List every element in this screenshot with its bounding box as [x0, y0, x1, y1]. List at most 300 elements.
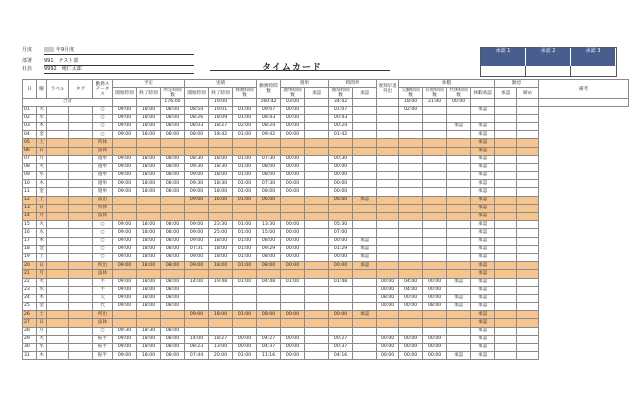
data-cell: [113, 204, 137, 212]
day-cell: 29: [23, 335, 37, 343]
data-cell: 00:00: [281, 262, 305, 270]
approval-stamp-2[interactable]: [526, 66, 571, 77]
subheader-cell: 有給時間数: [423, 88, 447, 99]
table-row[interactable]: [23, 106, 629, 114]
data-cell: 承認: [353, 196, 377, 204]
data-cell: 承認: [471, 278, 495, 286]
data-cell: 00:00: [281, 335, 305, 343]
table-row[interactable]: [23, 303, 629, 311]
data-cell: 07:30: [257, 180, 281, 188]
label-cell: [47, 303, 69, 311]
group-actual: 実績: [185, 80, 257, 88]
data-cell: 承認: [471, 122, 495, 130]
data-cell: [447, 188, 471, 196]
data-cell: 08:00: [257, 262, 281, 270]
tag-cell: [69, 294, 93, 302]
tag-cell: [69, 245, 93, 253]
data-cell: 01:00: [233, 163, 257, 171]
data-cell: 08:26: [185, 114, 209, 122]
table-row[interactable]: [23, 213, 629, 221]
data-cell: [209, 294, 233, 302]
data-cell: [495, 180, 517, 188]
data-cell: 承認: [471, 155, 495, 163]
weekday-cell: 金: [37, 131, 47, 139]
data-cell: [377, 253, 399, 261]
data-cell: [447, 253, 471, 261]
day-cell: 22: [23, 278, 37, 286]
data-cell: [423, 311, 447, 319]
data-cell: [257, 139, 281, 147]
approval-header-2: 承認 2: [526, 48, 571, 66]
label-cell: [47, 204, 69, 212]
data-cell: 09:30: [185, 180, 209, 188]
data-cell: 18:42: [209, 131, 233, 139]
data-cell: [495, 139, 517, 147]
data-cell: 00:00: [281, 237, 305, 245]
data-cell: [399, 163, 423, 171]
data-cell: [233, 286, 257, 294]
table-row[interactable]: [23, 319, 629, 327]
data-cell: [209, 319, 233, 327]
meta-employee: [22, 66, 194, 74]
label-cell: [47, 180, 69, 188]
page-title: タイムカード: [262, 63, 322, 73]
data-cell: 01:00: [233, 278, 257, 286]
data-cell: [495, 237, 517, 245]
data-cell: [233, 294, 257, 302]
remarks-cell: [517, 204, 539, 212]
data-cell: 承認: [471, 327, 495, 335]
data-cell: 承認: [447, 294, 471, 302]
day-cell: 12: [23, 196, 37, 204]
data-cell: [495, 327, 517, 335]
tag-cell: [69, 253, 93, 261]
redacted-block: [44, 47, 54, 52]
data-cell: 承認: [353, 253, 377, 261]
data-cell: 08:00: [161, 155, 185, 163]
table-row[interactable]: [23, 245, 629, 253]
table-row[interactable]: [23, 262, 629, 270]
data-cell: [399, 204, 423, 212]
data-cell: 09:00: [113, 294, 137, 302]
day-cell: 04: [23, 131, 37, 139]
day-cell: 03: [23, 122, 37, 130]
remarks-cell: [517, 229, 539, 237]
data-cell: 承認: [447, 278, 471, 286]
data-cell: 00:00: [233, 335, 257, 343]
tag-cell: [69, 147, 93, 155]
day-cell: 21: [23, 270, 37, 278]
status-cell: 法休: [93, 147, 113, 155]
data-cell: [329, 303, 353, 311]
table-row[interactable]: [23, 352, 629, 360]
approval-stamp-3[interactable]: [571, 66, 616, 77]
data-cell: 06:00: [329, 196, 353, 204]
data-cell: [305, 196, 329, 204]
data-cell: [377, 139, 399, 147]
data-cell: 09:42: [257, 131, 281, 139]
data-cell: [423, 131, 447, 139]
data-cell: [447, 270, 471, 278]
data-cell: 00:00: [281, 188, 305, 196]
data-cell: [209, 147, 233, 155]
data-cell: [257, 270, 281, 278]
data-cell: [377, 237, 399, 245]
data-cell: [161, 196, 185, 204]
data-cell: [329, 286, 353, 294]
label-cell: [47, 270, 69, 278]
data-cell: 00:00: [423, 294, 447, 302]
tag-cell: [69, 172, 93, 180]
data-cell: 08:00: [257, 237, 281, 245]
data-cell: [353, 122, 377, 130]
data-cell: [399, 122, 423, 130]
table-row[interactable]: [23, 204, 629, 212]
remarks-cell: [517, 196, 539, 204]
label-cell: [47, 229, 69, 237]
data-cell: 01:29: [329, 245, 353, 253]
tag-cell: [69, 286, 93, 294]
data-cell: [353, 278, 377, 286]
table-row[interactable]: [23, 131, 629, 139]
data-cell: 承認: [471, 172, 495, 180]
data-cell: [447, 139, 471, 147]
data-cell: [495, 213, 517, 221]
data-cell: 01:00: [233, 114, 257, 122]
data-cell: [495, 335, 517, 343]
day-cell: 31: [23, 352, 37, 360]
data-cell: 09:00: [113, 344, 137, 352]
data-cell: [329, 327, 353, 335]
data-cell: 07:30: [257, 155, 281, 163]
data-cell: 00:37: [329, 344, 353, 352]
data-cell: [377, 270, 399, 278]
table-row[interactable]: [23, 344, 629, 352]
subheader-cell: 終了時刻: [209, 88, 233, 99]
data-cell: 09:00: [185, 253, 209, 261]
label-cell: [47, 188, 69, 196]
title-underline: [210, 70, 390, 71]
data-cell: [377, 262, 399, 270]
data-cell: [447, 106, 471, 114]
label-cell: [47, 344, 69, 352]
data-cell: 09:00: [185, 172, 209, 180]
data-cell: [495, 286, 517, 294]
table-row[interactable]: [23, 221, 629, 229]
status-cell: 半: [93, 278, 113, 286]
day-cell: 10: [23, 180, 37, 188]
data-cell: [399, 237, 423, 245]
status-cell: 所休: [93, 204, 113, 212]
status-cell: 所出: [93, 311, 113, 319]
data-cell: [137, 147, 161, 155]
data-cell: [423, 122, 447, 130]
data-cell: 承認: [353, 245, 377, 253]
summary-leave-paid: 21:00: [423, 99, 447, 106]
data-cell: [305, 131, 329, 139]
data-cell: [305, 352, 329, 360]
label-cell: [47, 147, 69, 155]
data-cell: 00:00: [399, 352, 423, 360]
table-row[interactable]: [23, 114, 629, 122]
data-cell: [377, 213, 399, 221]
table-row[interactable]: [23, 335, 629, 343]
data-cell: [281, 319, 305, 327]
data-cell: [377, 319, 399, 327]
data-cell: [305, 188, 329, 196]
data-cell: [281, 327, 305, 335]
label-cell: [47, 139, 69, 147]
data-cell: 18:00: [209, 237, 233, 245]
data-cell: 09:00: [113, 221, 137, 229]
day-cell: 16: [23, 229, 37, 237]
data-cell: 00:00: [329, 311, 353, 319]
data-cell: [257, 303, 281, 311]
weekday-cell: 土: [37, 139, 47, 147]
tag-cell: [69, 180, 93, 188]
data-cell: [353, 106, 377, 114]
data-cell: 00:00: [399, 344, 423, 352]
data-cell: [305, 262, 329, 270]
data-cell: 06:00: [257, 196, 281, 204]
tag-cell: [69, 204, 93, 212]
table-row[interactable]: [23, 180, 629, 188]
data-cell: [161, 213, 185, 221]
summary-row: [23, 99, 629, 106]
weekday-cell: 土: [37, 311, 47, 319]
data-cell: [209, 303, 233, 311]
data-cell: [113, 270, 137, 278]
data-cell: [113, 147, 137, 155]
label-cell: [47, 155, 69, 163]
label-cell: [47, 114, 69, 122]
subheader-cell: 承認: [353, 88, 377, 99]
data-cell: [423, 319, 447, 327]
weekday-cell: 火: [37, 278, 47, 286]
data-cell: [495, 172, 517, 180]
data-cell: [399, 221, 423, 229]
data-cell: [353, 155, 377, 163]
weekday-cell: 金: [37, 245, 47, 253]
remarks-cell: [517, 122, 539, 130]
data-cell: [423, 163, 447, 171]
tag-cell: [69, 335, 93, 343]
subheader-cell: 締め: [517, 88, 539, 99]
data-cell: [161, 204, 185, 212]
data-cell: [423, 253, 447, 261]
data-cell: 11:16: [257, 352, 281, 360]
data-cell: [209, 286, 233, 294]
group-schedule: 予定: [113, 80, 185, 88]
subheader-cell: 欠勤時間数: [399, 88, 423, 99]
data-cell: 08:00: [161, 294, 185, 302]
table-row[interactable]: [23, 294, 629, 302]
data-cell: [185, 303, 209, 311]
data-cell: [281, 139, 305, 147]
table-row[interactable]: [23, 311, 629, 319]
tag-cell: [69, 303, 93, 311]
data-cell: 00:00: [377, 352, 399, 360]
employee-value: 9992 俺仁太郎: [44, 66, 194, 74]
data-cell: 18:00: [209, 311, 233, 319]
data-cell: [377, 221, 399, 229]
data-cell: 01:00: [233, 237, 257, 245]
data-cell: [447, 237, 471, 245]
data-cell: 18:00: [137, 303, 161, 311]
data-cell: [495, 245, 517, 253]
data-cell: [353, 221, 377, 229]
remarks-cell: [517, 294, 539, 302]
data-cell: [495, 270, 517, 278]
label-cell: [47, 319, 69, 327]
data-cell: 18:00: [209, 253, 233, 261]
data-cell: 09:00: [113, 114, 137, 122]
data-cell: [353, 172, 377, 180]
data-cell: [353, 114, 377, 122]
data-cell: [423, 245, 447, 253]
data-cell: [353, 229, 377, 237]
data-cell: 04:16: [329, 352, 353, 360]
data-cell: 00:00: [423, 286, 447, 294]
remarks-cell: [517, 221, 539, 229]
data-cell: [377, 245, 399, 253]
data-cell: [305, 344, 329, 352]
data-cell: [377, 147, 399, 155]
data-cell: [329, 147, 353, 155]
status-cell: ○: [93, 237, 113, 245]
data-cell: [233, 270, 257, 278]
table-row[interactable]: [23, 278, 629, 286]
data-cell: 18:00: [137, 114, 161, 122]
data-cell: 08:00: [161, 245, 185, 253]
weekday-cell: 日: [37, 147, 47, 155]
data-cell: 00:00: [423, 335, 447, 343]
data-cell: [495, 311, 517, 319]
data-cell: [209, 139, 233, 147]
col-remarks: 備考: [539, 80, 629, 99]
data-cell: 00:00: [233, 344, 257, 352]
tag-cell: [69, 319, 93, 327]
tag-cell: [69, 139, 93, 147]
data-cell: 08:00: [161, 303, 185, 311]
data-cell: 08:00: [161, 106, 185, 114]
timecard-table: [22, 79, 629, 360]
table-row[interactable]: [23, 155, 629, 163]
data-cell: 08:00: [161, 221, 185, 229]
data-cell: [377, 204, 399, 212]
data-cell: 00:00: [423, 344, 447, 352]
data-cell: [495, 294, 517, 302]
data-cell: [495, 204, 517, 212]
table-row[interactable]: [23, 253, 629, 261]
tag-cell: [69, 229, 93, 237]
table-row[interactable]: [23, 172, 629, 180]
day-cell: 20: [23, 262, 37, 270]
data-cell: [257, 286, 281, 294]
label-cell: [47, 196, 69, 204]
data-cell: [399, 155, 423, 163]
data-cell: [495, 352, 517, 360]
data-cell: [423, 180, 447, 188]
data-cell: 23:30: [209, 221, 233, 229]
data-cell: 18:00: [137, 163, 161, 171]
data-cell: [137, 139, 161, 147]
data-cell: [305, 122, 329, 130]
table-row[interactable]: [23, 237, 629, 245]
data-cell: [305, 303, 329, 311]
table-row[interactable]: [23, 122, 629, 130]
data-cell: 00:30: [329, 155, 353, 163]
data-cell: 09:00: [113, 352, 137, 360]
data-cell: [399, 114, 423, 122]
approval-stamp-1[interactable]: [481, 66, 526, 77]
data-cell: 09:00: [185, 311, 209, 319]
weekday-cell: 水: [37, 286, 47, 294]
weekday-cell: 金: [37, 188, 47, 196]
data-cell: [113, 213, 137, 221]
table-row[interactable]: [23, 327, 629, 335]
data-cell: [137, 311, 161, 319]
data-cell: [495, 221, 517, 229]
table-row[interactable]: [23, 229, 629, 237]
table-row[interactable]: [23, 286, 629, 294]
data-cell: 09:00: [185, 221, 209, 229]
data-cell: [185, 294, 209, 302]
data-cell: 承認: [471, 180, 495, 188]
data-cell: 08:30: [185, 155, 209, 163]
data-cell: 09:00: [113, 278, 137, 286]
data-cell: 08:00: [161, 344, 185, 352]
table-row[interactable]: [23, 163, 629, 171]
data-cell: [377, 188, 399, 196]
data-cell: [185, 204, 209, 212]
table-row[interactable]: [23, 147, 629, 155]
data-cell: [305, 213, 329, 221]
data-cell: 00:00: [329, 253, 353, 261]
status-cell: 法休: [93, 319, 113, 327]
day-cell: 05: [23, 139, 37, 147]
data-cell: 09:30: [185, 163, 209, 171]
data-cell: 15:00: [257, 229, 281, 237]
data-cell: 25:00: [209, 229, 233, 237]
data-cell: 01:00: [281, 278, 305, 286]
table-row[interactable]: [23, 270, 629, 278]
weekday-cell: 水: [37, 114, 47, 122]
data-cell: 08:00: [161, 327, 185, 335]
data-cell: 18:00: [137, 253, 161, 261]
data-cell: [447, 335, 471, 343]
data-cell: 01:00: [233, 188, 257, 196]
approval-header-1: 承認 1: [481, 48, 526, 66]
data-cell: 00:00: [329, 188, 353, 196]
data-cell: [305, 204, 329, 212]
data-cell: [353, 213, 377, 221]
data-cell: 01:00: [233, 172, 257, 180]
data-cell: 承認: [471, 204, 495, 212]
table-row[interactable]: [23, 188, 629, 196]
data-cell: 承認: [471, 311, 495, 319]
data-cell: 00:00: [281, 106, 305, 114]
table-row[interactable]: [23, 196, 629, 204]
data-cell: 18:00: [209, 172, 233, 180]
day-cell: 24: [23, 294, 37, 302]
data-cell: 承認: [447, 122, 471, 130]
table-row[interactable]: [23, 139, 629, 147]
data-cell: [281, 270, 305, 278]
data-cell: [305, 311, 329, 319]
label-cell: [47, 294, 69, 302]
data-cell: [377, 155, 399, 163]
